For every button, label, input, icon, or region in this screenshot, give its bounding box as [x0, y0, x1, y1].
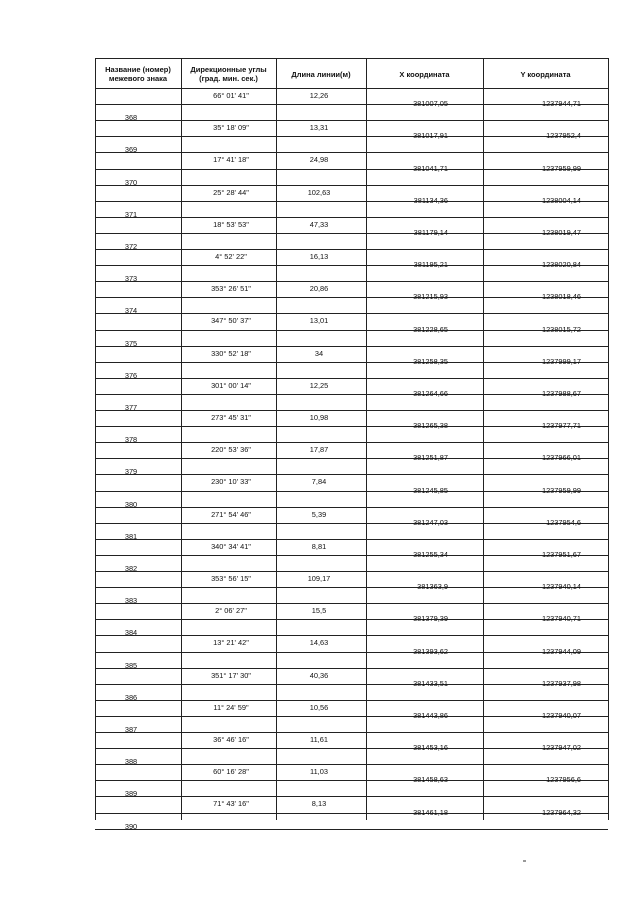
- segment-length: 16,13: [309, 252, 329, 261]
- point-x: 381247,03: [413, 517, 448, 527]
- table-horizontal-rule: [95, 732, 608, 733]
- point-name: 384: [124, 628, 138, 638]
- segment-angle: 340° 34' 41": [211, 541, 251, 551]
- table-horizontal-rule: [95, 249, 608, 250]
- segment-angle: 17° 41' 18": [213, 155, 249, 165]
- point-name: 388: [124, 757, 138, 767]
- segment-length: 15,5: [311, 606, 327, 616]
- segment-length: 20,86: [309, 284, 329, 294]
- point-name: 370: [124, 177, 138, 187]
- segment-angle: 353° 26' 51": [211, 284, 251, 294]
- point-y: 1237977,71: [541, 421, 581, 431]
- point-y: 1238015,72: [541, 324, 581, 334]
- segment-angle: 60° 16' 28": [213, 767, 249, 777]
- point-x: 381458,63: [413, 775, 448, 785]
- point-name: 382: [124, 563, 138, 573]
- point-y: 1237937,98: [541, 678, 581, 688]
- point-name: 368: [124, 113, 138, 123]
- point-x: 381363,9: [417, 582, 448, 592]
- table-vertical-rule: [276, 58, 277, 820]
- segment-length: 10,56: [309, 702, 329, 712]
- point-y: 1237954,6: [546, 517, 581, 527]
- segment-angle: 220° 53' 36": [211, 445, 251, 455]
- table-horizontal-rule: [95, 313, 608, 314]
- point-y: 1238018,46: [541, 292, 581, 302]
- point-x: 381007,05: [413, 99, 448, 109]
- point-y: 1238020,84: [541, 260, 581, 270]
- segment-length: 7,84: [311, 477, 327, 487]
- segment-angle: 347° 50' 37": [211, 316, 251, 326]
- table-horizontal-rule: [95, 829, 608, 830]
- segment-length: 109,17: [307, 574, 331, 583]
- point-x: 381379,39: [413, 614, 448, 624]
- table-horizontal-rule: [95, 796, 608, 797]
- segment-angle: 11° 24' 59": [213, 702, 249, 712]
- segment-angle: 353° 56' 15": [211, 574, 251, 583]
- point-name: 377: [124, 402, 138, 412]
- point-x: 381134,36: [413, 195, 448, 205]
- segment-angle: 330° 52' 18": [211, 348, 251, 358]
- point-x: 381228,65: [413, 324, 448, 334]
- point-y: 1237940,14: [541, 582, 581, 592]
- point-y: 1237944,71: [541, 99, 581, 109]
- point-x: 381195,21: [413, 260, 448, 270]
- table-horizontal-rule: [95, 378, 608, 379]
- point-name: 381: [124, 531, 138, 541]
- table-horizontal-rule: [95, 152, 608, 153]
- point-name: 372: [124, 241, 138, 251]
- point-name: 389: [124, 789, 138, 799]
- header-length: Длина линии(м): [291, 69, 351, 79]
- table-horizontal-rule: [95, 120, 608, 121]
- point-y: 1237959,99: [541, 163, 581, 173]
- point-name: 371: [124, 209, 138, 219]
- segment-length: 47,33: [309, 219, 329, 229]
- segment-length: 12,26: [309, 91, 329, 100]
- table-horizontal-rule: [95, 410, 608, 411]
- segment-angle: 13° 21' 42": [213, 638, 249, 648]
- table-horizontal-rule: [95, 281, 608, 282]
- point-y: 1237940,07: [541, 710, 581, 720]
- table-horizontal-rule: [95, 58, 608, 59]
- segment-angle: 66° 01' 41": [213, 91, 249, 100]
- point-name: 369: [124, 145, 138, 155]
- segment-length: 40,36: [309, 670, 329, 680]
- header-y: Y координата: [520, 69, 571, 79]
- table-horizontal-rule: [95, 668, 608, 669]
- point-x: 381017,91: [413, 131, 448, 141]
- point-x: 381251,87: [413, 453, 448, 463]
- point-x: 381255,34: [413, 549, 448, 559]
- point-y: 1238019,47: [541, 227, 581, 237]
- point-name: 380: [124, 499, 138, 509]
- table-horizontal-rule: [95, 442, 608, 443]
- segment-length: 8,81: [311, 541, 327, 551]
- table-horizontal-rule: [95, 571, 608, 572]
- segment-length: 14,63: [309, 638, 329, 648]
- table-horizontal-rule: [95, 88, 608, 89]
- point-y: 1237966,01: [541, 453, 581, 463]
- segment-angle: 273° 45' 31": [211, 413, 251, 422]
- point-x: 381443,86: [413, 710, 448, 720]
- point-y: 1237988,67: [541, 388, 581, 398]
- point-y: 1237964,32: [541, 807, 581, 817]
- segment-angle: 25° 28' 44": [213, 187, 249, 197]
- header-angle: Дирекционные углы (град. мин. сек.): [190, 65, 267, 83]
- segment-length: 12,25: [309, 380, 329, 390]
- table-horizontal-rule: [95, 603, 608, 604]
- table-horizontal-rule: [95, 217, 608, 218]
- point-y: 1237947,02: [541, 743, 581, 753]
- table-horizontal-rule: [95, 346, 608, 347]
- segment-angle: 18° 53' 53": [213, 219, 249, 229]
- point-y: 1237959,99: [541, 485, 581, 495]
- segment-angle: 71° 43' 16": [213, 799, 249, 809]
- point-x: 381461,18: [413, 807, 448, 817]
- point-x: 381393,62: [413, 646, 448, 656]
- point-x: 381264,66: [413, 388, 448, 398]
- segment-length: 24,98: [309, 155, 329, 165]
- table-horizontal-rule: [95, 474, 608, 475]
- table-horizontal-rule: [95, 764, 608, 765]
- segment-length: 11,03: [310, 767, 328, 777]
- point-name: 373: [124, 274, 138, 284]
- segment-angle: 4° 52' 22": [215, 252, 247, 261]
- point-name: 390: [124, 821, 138, 831]
- point-y: 1237956,6: [546, 775, 581, 785]
- point-name: 374: [124, 306, 138, 316]
- header-name: Название (номер) межевого знака: [105, 65, 171, 83]
- point-name: 383: [124, 596, 138, 606]
- point-y: 1237999,17: [541, 356, 581, 366]
- segment-angle: 351° 17' 30": [211, 670, 251, 680]
- table-vertical-rule: [608, 58, 609, 820]
- point-name: 379: [124, 467, 138, 477]
- point-name: 378: [124, 435, 138, 445]
- point-y: 1237951,67: [541, 549, 581, 559]
- segment-length: 5,39: [311, 509, 327, 519]
- point-name: 387: [124, 724, 138, 734]
- point-y: 1237940,71: [541, 614, 581, 624]
- segment-angle: 301° 00' 14": [211, 380, 251, 390]
- table-horizontal-rule: [95, 635, 608, 636]
- table-horizontal-rule: [95, 185, 608, 186]
- point-y: 1237944,09: [541, 646, 581, 656]
- point-name: 386: [124, 692, 138, 702]
- point-x: 381041,71: [413, 163, 448, 173]
- table-horizontal-rule: [95, 507, 608, 508]
- segment-length: 8,13: [311, 799, 327, 809]
- point-name: 376: [124, 370, 138, 380]
- point-y: 1237952,4: [546, 131, 581, 141]
- table-horizontal-rule: [95, 539, 608, 540]
- point-name: 385: [124, 660, 138, 670]
- segment-angle: 35° 18' 09": [213, 123, 249, 133]
- point-x: 381265,38: [413, 421, 448, 431]
- segment-angle: 271° 54' 46": [211, 509, 251, 519]
- segment-length: 17,87: [309, 445, 329, 455]
- point-y: 1238004,14: [541, 195, 581, 205]
- point-name: 375: [124, 338, 138, 348]
- segment-length: 13,31: [309, 123, 329, 133]
- table-vertical-rule: [181, 58, 182, 820]
- point-x: 381453,16: [413, 743, 448, 753]
- segment-angle: 36° 46' 16": [213, 735, 249, 744]
- scan-speck: [523, 860, 526, 862]
- segment-angle: 2° 06' 27": [215, 606, 247, 616]
- header-x: X координата: [399, 69, 450, 79]
- segment-length: 10,98: [309, 413, 329, 422]
- segment-angle: 230° 10' 33": [211, 477, 251, 487]
- point-x: 381433,51: [413, 678, 448, 688]
- table-horizontal-rule: [95, 700, 608, 701]
- boundary-coordinates-table: [95, 58, 608, 831]
- segment-length: 34: [314, 348, 324, 358]
- segment-length: 13,01: [309, 316, 329, 326]
- point-x: 381179,14: [413, 227, 448, 237]
- point-x: 381258,35: [413, 356, 448, 366]
- point-x: 381215,93: [413, 292, 448, 302]
- segment-length: 11,61: [310, 735, 328, 744]
- segment-length: 102,63: [307, 187, 331, 197]
- point-x: 381245,85: [413, 485, 448, 495]
